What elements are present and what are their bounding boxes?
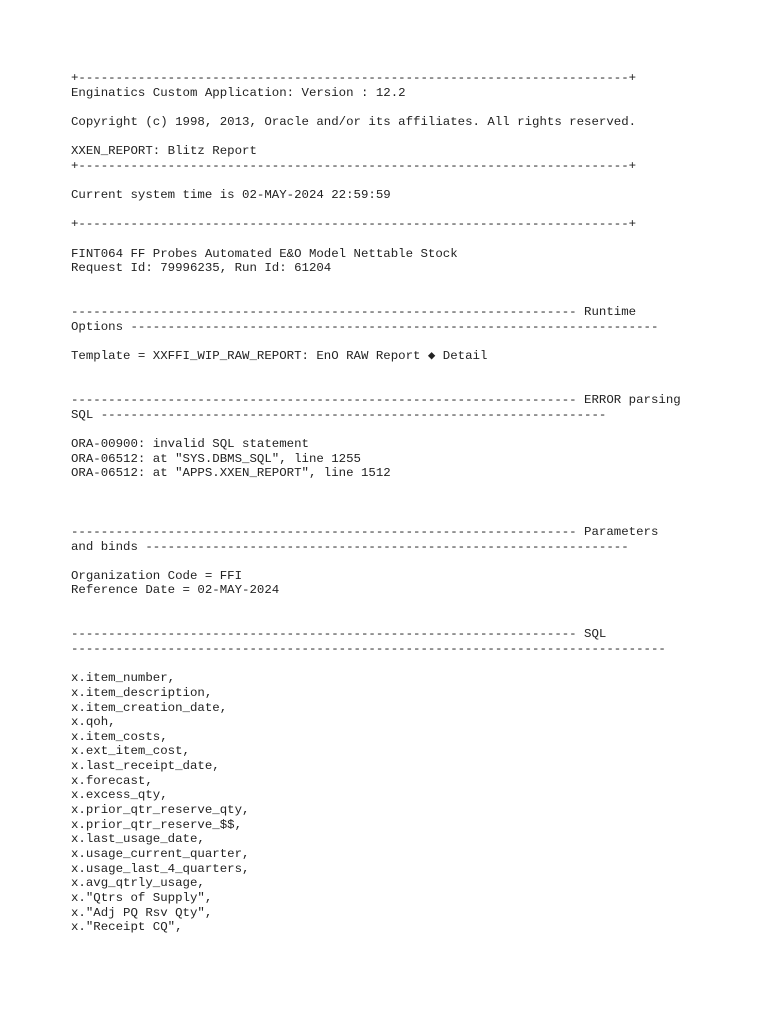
header-border-top: +--------------------------------------------------------------------------+ [71,71,637,85]
error-parsing-heading-1: -------------------------------------------------------------------- ERROR parsing [71,393,681,408]
error-parsing-section [71,393,751,481]
report-log-page [71,71,751,935]
sql-column-line: x.last_receipt_date, [71,759,220,774]
parameter-line: Organization Code = FFI [71,568,243,583]
app-version-line: Enginatics Custom Application: Version : 12.2 [71,85,406,100]
sql-column-line: x.avg_qtrly_usage, [71,876,205,891]
header-border-bottom: +--------------------------------------------------------------------------+ [71,158,637,173]
sql-column-line: x."Qtrs of Supply", [71,890,213,905]
error-line: ORA-06512: at "SYS.DBMS_SQL", line 1255 [71,451,361,466]
sql-column-line: x."Receipt CQ", [71,920,183,935]
report-name-line: XXEN_REPORT: Blitz Report [71,144,257,159]
sql-section [71,627,751,934]
sql-column-line: x.prior_qtr_reserve_$$, [71,817,243,832]
sql-column-line: x.item_creation_date, [71,700,228,715]
error-parsing-heading-2: SQL -------------------------------------------------------------------- [71,407,607,422]
template-line: Template = XXFFI_WIP_RAW_REPORT: EnO RAW Report ◆ Detail [71,349,488,364]
sql-column-line: x.item_costs, [71,729,168,744]
system-time-section [71,188,751,232]
sql-column-line: x.qoh, [71,715,116,730]
sql-column-line: x."Adj PQ Rsv Qty", [71,905,213,920]
sql-column-line: x.usage_last_4_quarters, [71,861,250,876]
runtime-options-heading-1: -------------------------------------------------------------------- Runtime [71,305,637,320]
parameter-line: Reference Date = 02-MAY-2024 [71,583,280,598]
sql-heading-1: -------------------------------------------------------------------- SQL [71,627,607,642]
request-section [71,247,751,276]
system-time-line: Current system time is 02-MAY-2024 22:59:59 [71,188,391,203]
runtime-options-section [71,305,751,364]
sql-column-line: x.excess_qty, [71,788,168,803]
sql-column-line: x.last_usage_date, [71,832,205,847]
runtime-options-heading-2: Options ----------------------------------------------------------------------- [71,319,659,334]
sql-column-line: x.usage_current_quarter, [71,846,250,861]
parameters-section [71,525,751,598]
error-line: ORA-00900: invalid SQL statement [71,437,309,452]
sql-column-line: x.item_number, [71,671,176,686]
sql-column-line: x.forecast, [71,773,153,788]
parameters-heading-2: and binds ----------------------------------------------------------------- [71,539,629,554]
system-time-border: +--------------------------------------------------------------------------+ [71,217,637,232]
sql-column-line: x.prior_qtr_reserve_qty, [71,803,250,818]
sql-heading-2: -------------------------------------------------------------------------------- [71,641,666,656]
copyright-line: Copyright (c) 1998, 2013, Oracle and/or its affiliates. All rights reserved. [71,114,637,129]
request-title: FINT064 FF Probes Automated E&O Model Nettable Stock [71,246,458,261]
error-line: ORA-06512: at "APPS.XXEN_REPORT", line 1512 [71,466,391,481]
sql-column-line: x.ext_item_cost, [71,744,190,759]
request-ids: Request Id: 79996235, Run Id: 61204 [71,261,332,276]
parameters-heading-1: -------------------------------------------------------------------- Parameters [71,524,659,539]
report-header [71,71,751,173]
sql-column-line: x.item_description, [71,685,213,700]
